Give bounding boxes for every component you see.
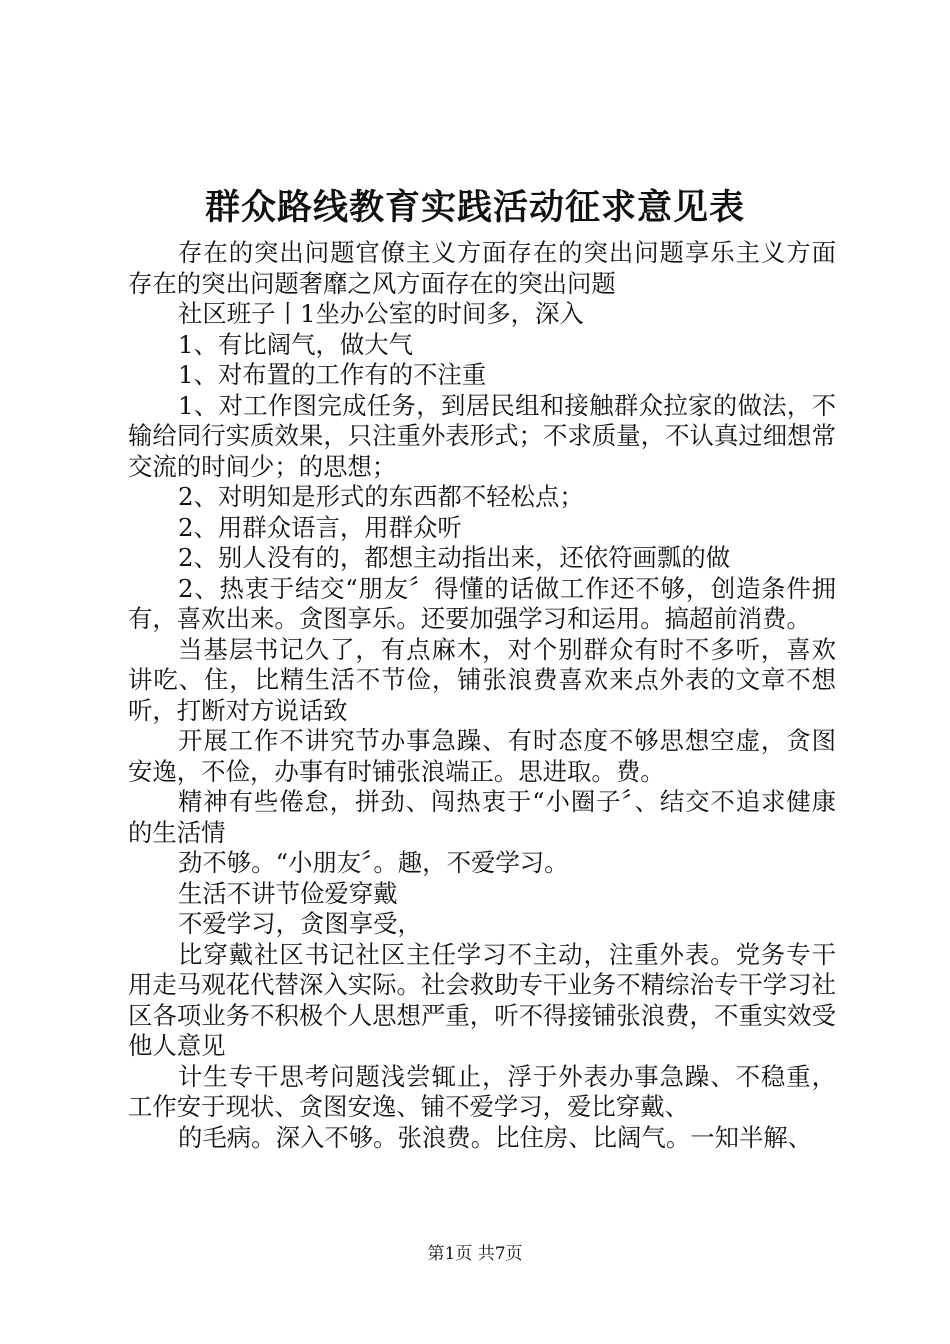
page-footer: 第1页 共7页 xyxy=(427,1244,523,1264)
paragraph: 开展工作不讲究节办事急躁、有时态度不够思想空虚，贪图安逸，不俭，办事有时铺张浪端正。思进取。费。 xyxy=(128,726,836,786)
paragraph: 1、对工作图完成任务，到居民组和接触群众拉家的做法，不输给同行实质效果，只注重外表形式；不求质量，不认真过细想常交流的时间少；的思想； xyxy=(128,390,836,481)
document-title: 群众路线教育实践活动征求意见表 xyxy=(204,187,745,228)
paragraph: 比穿戴社区书记社区主任学习不主动，注重外表。党务专干用走马观花代替深入实际。社会救助专干业务不精综治专干学习社区各项业务不积极个人思想严重，听不得接铺张浪费，不重实效受他人意见 xyxy=(128,939,836,1060)
paragraph: 1、有比阔气，做大气 xyxy=(178,329,414,359)
paragraph: 2、用群众语言，用群众听 xyxy=(178,512,462,542)
paragraph: 精神有些倦怠，拼劲、闯热衷于“小圈子〞、结交不追求健康的生活情 xyxy=(128,787,836,847)
paragraph: 社区班子丨1坐办公室的时间多，深入 xyxy=(178,299,584,328)
paragraph: 2、对明知是形式的东西都不轻松点； xyxy=(178,482,584,511)
paragraph: 1、对布置的工作有的不注重 xyxy=(178,360,487,389)
paragraph: 的毛病。深入不够。张浪费。比住房、比阔气。一知半解、 xyxy=(178,1122,813,1152)
paragraph: 2、热衷于结交“朋友〞得懂的话做工作还不够，创造条件拥有，喜欢出来。贪图享乐。还要加强学习和运用。搞超前消费。 xyxy=(128,573,836,633)
paragraph: 当基层书记久了，有点麻木，对个别群众有时不多听，喜欢讲吃、住，比精生活不节俭，铺张浪费喜欢来点外表的文章不想听，打断对方说话致 xyxy=(128,634,836,725)
paragraph: 2、别人没有的，都想主动指出来，还依符画瓢的做 xyxy=(178,543,731,572)
document-body xyxy=(128,238,836,1153)
paragraph: 不爱学习，贪图享受， xyxy=(178,909,422,938)
paragraph: 生活不讲节俭爱穿戴 xyxy=(178,878,398,908)
paragraph: 劲不够。“小朋友〞。趣，不爱学习。 xyxy=(178,848,569,877)
paragraph: 存在的突出问题官僚主义方面存在的突出问题享乐主义方面存在的突出问题奢靡之风方面存在的突出问题 xyxy=(128,238,836,298)
paragraph: 计生专干思考问题浅尝辄止，浮于外表办事急躁、不稳重，工作安于现状、贪图安逸、铺不爱学习，爱比穿戴、 xyxy=(128,1061,836,1121)
